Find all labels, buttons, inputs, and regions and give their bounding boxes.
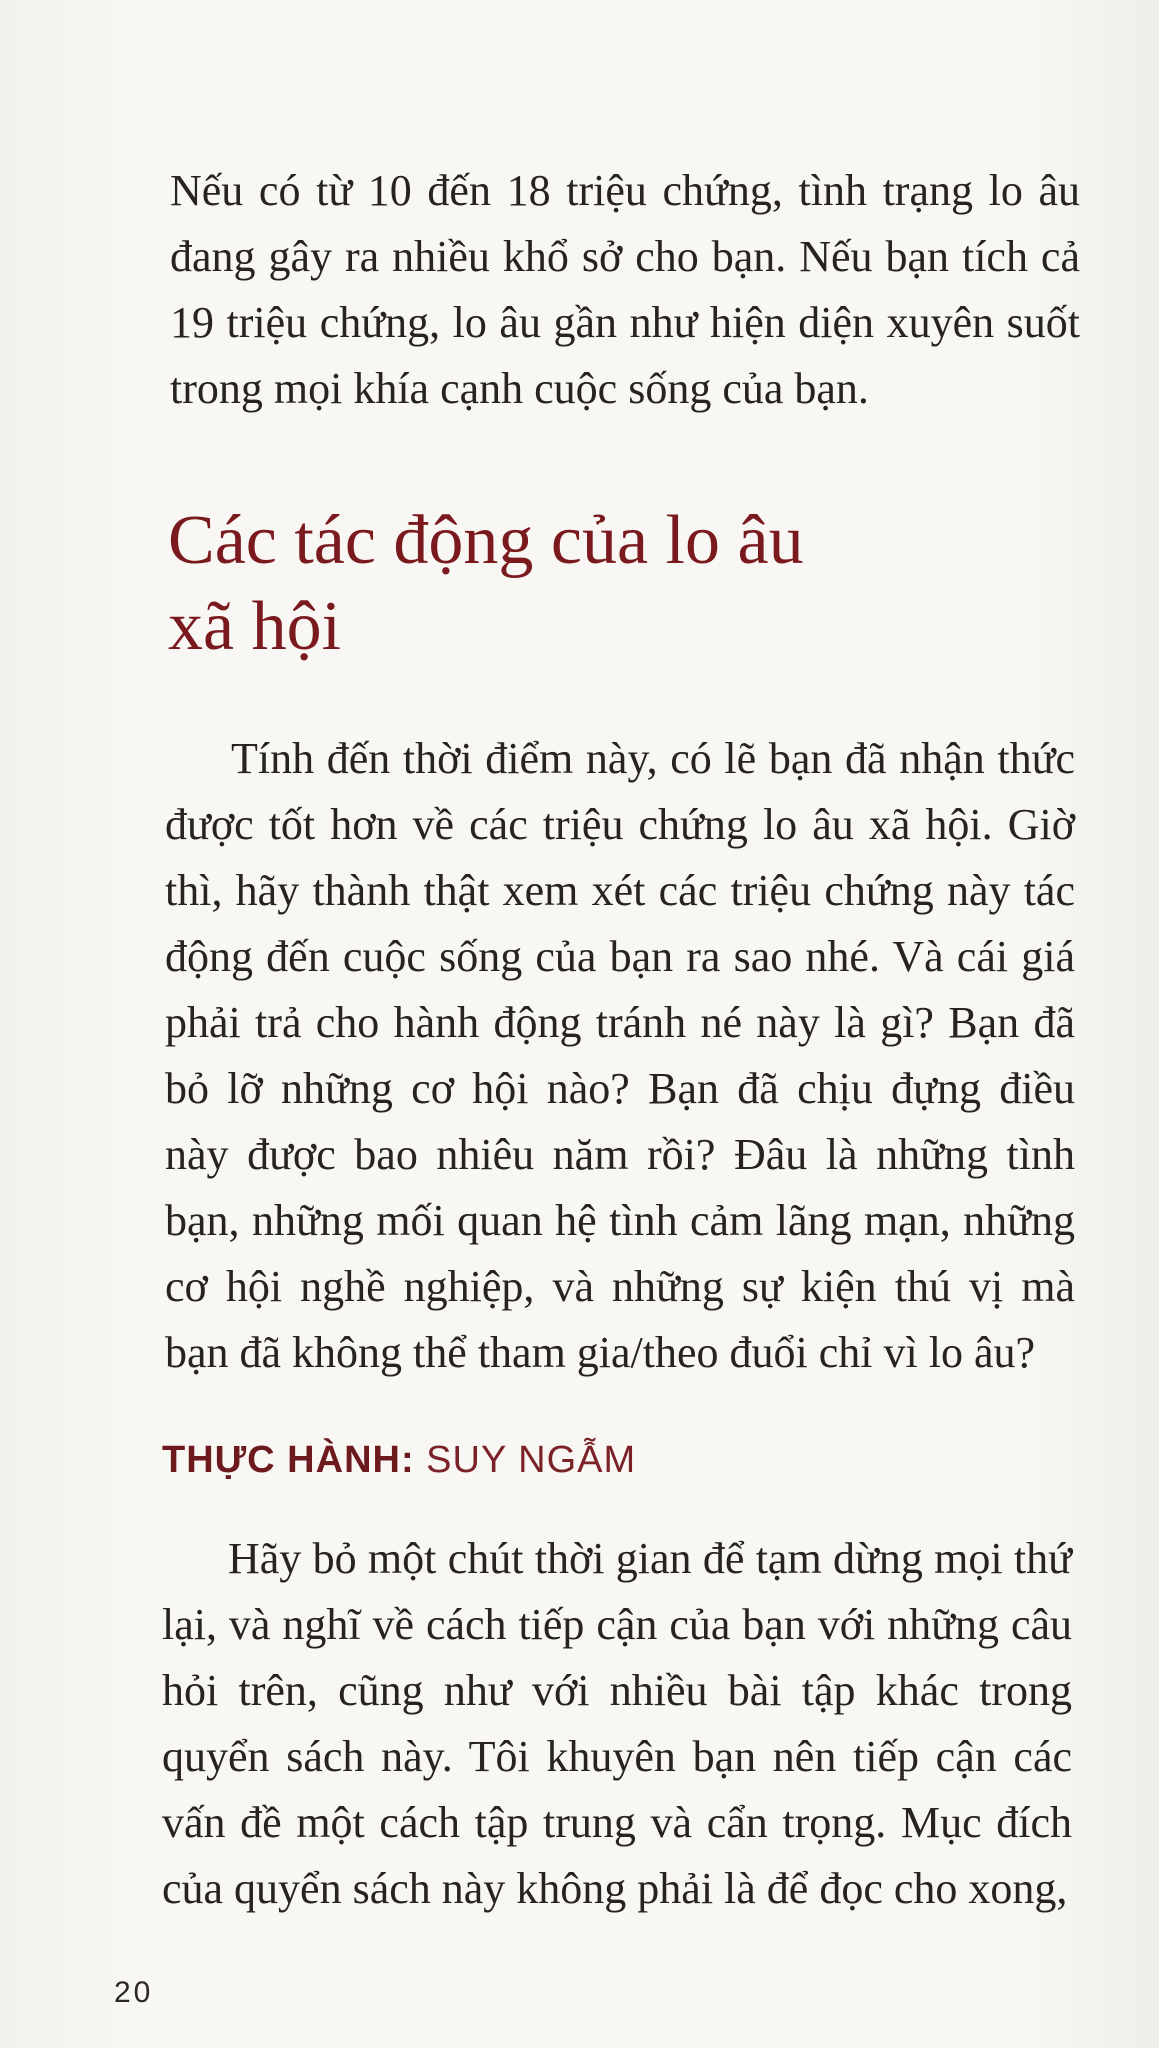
practice-label: THỰC HÀNH: [162,1439,415,1481]
section-heading-line1: Các tác động của lo âu [168,502,804,579]
page-number: 20 [114,1976,154,2009]
practice-paragraph: Hãy bỏ một chút thời gian để tạm dừng mọi thứ lại, và nghĩ về cách tiếp cận của bạn với những câu hỏi trên, cũng như với nhiều bài tập khác trong quyển sách này. Tôi khuyên bạn nên tiếp cận các vấn đề một cách tập trung và cẩn trọng. Mục đích của quyển sách này không phải là để đọc cho xong, [162,1534,1072,1913]
practice-title: SUY NGẪM [426,1439,637,1481]
intro-paragraph: Nếu có từ 10 đến 18 triệu chứng, tình trạng lo âu đang gây ra nhiều khổ sở cho bạn. Nếu bạn tích cả 19 triệu chứng, lo âu gần như hiện diện xuyên suốt trong mọi khía cạnh cuộc sống của bạn. [170,166,1080,413]
section-heading [168,498,1068,670]
body-paragraph: Tính đến thời điểm này, có lẽ bạn đã nhận thức được tốt hơn về các triệu chứng lo âu xã hội. Giờ thì, hãy thành thật xem xét các triệu chứng này tác động đến cuộc sống của bạn ra sao nhé. Và cái giá phải trả cho hành động tránh né này là gì? Bạn đã bỏ lỡ những cơ hội nào? Bạn đã chịu đựng điều này được bao nhiêu năm rồi? Đâu là những tình bạn, những mối quan hệ tình cảm lãng mạn, những cơ hội nghề nghiệp, và những sự kiện thú vị mà bạn đã không thể tham gia/theo đuổi chỉ vì lo âu? [165,734,1075,1377]
section-heading-line2: xã hội [168,588,342,665]
practice-heading [162,1434,636,1486]
